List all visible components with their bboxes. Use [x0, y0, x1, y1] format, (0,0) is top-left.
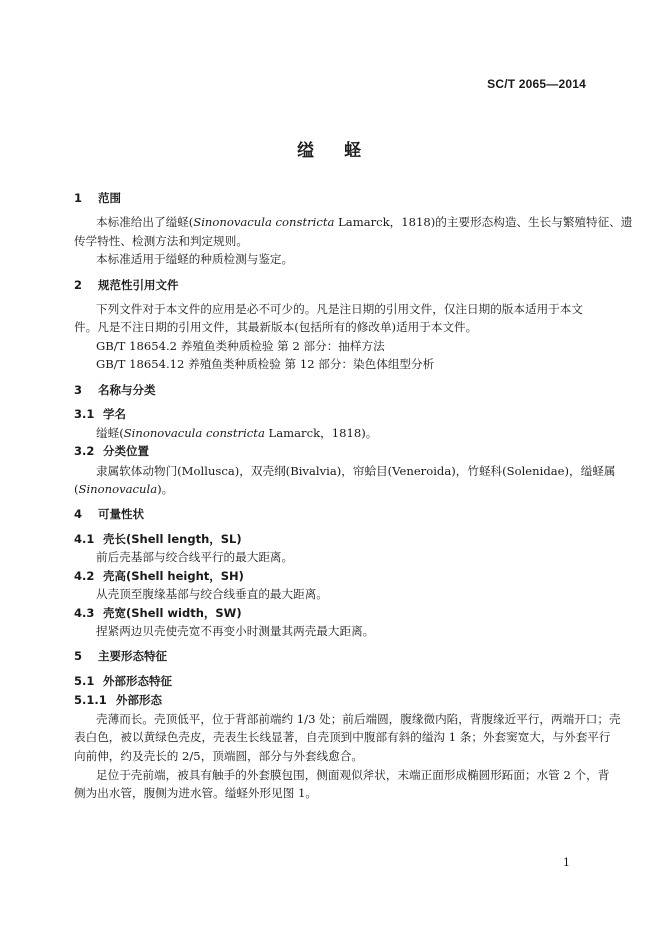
subsection-4-3-heading: 4.3 壳宽(Shell width，SW) [74, 606, 242, 620]
paragraph-line: 壳薄而长。壳顶低平，位于背部前端约 1/3 处；前后端圆，腹缘微内陷，背腹缘近平行，两端开口；壳 [96, 712, 621, 726]
paragraph-line: 本标准适用于缢蛏的种质检测与鉴定。 [96, 252, 294, 266]
subsection-3-1-heading: 3.1 学名 [74, 407, 126, 421]
document-title: 缢蛏 [297, 141, 391, 161]
paragraph-line: 表白色，被以黄绿色壳皮，壳表生长线显著，自壳顶到中腹部有斜的缢沟 1 条；外套窦宽大，与外套平行 [74, 730, 611, 744]
paragraph-line: 前后壳基部与绞合线平行的最大距离。 [96, 550, 294, 564]
subsection-4-1-heading: 4.1 壳长(Shell length，SL) [74, 532, 242, 546]
normative-reference: GB/T 18654.12 养殖鱼类种质检验 第 12 部分：染色体组型分析 [96, 357, 435, 371]
paragraph-line: 向前伸，约及壳长的 2/5，顶端圆，部分与外套线愈合。 [74, 749, 364, 763]
subsection-4-2-heading: 4.2 壳高(Shell height，SH) [74, 569, 244, 583]
section-number: 5 [74, 649, 83, 663]
section-number: 1 [74, 191, 83, 205]
subsection-3-2-heading: 3.2 分类位置 [74, 444, 149, 458]
section-4-heading [74, 506, 144, 522]
section-3-heading [74, 382, 156, 398]
section-2-heading [74, 277, 179, 293]
paragraph-line: 下列文件对于本文件的应用是必不可少的。凡是注日期的引用文件，仅注日期的版本适用于本文 [96, 302, 583, 316]
section-title: 名称与分类 [98, 383, 156, 397]
paragraph-line: 传学特性、检测方法和判定规则。 [74, 234, 248, 248]
section-number: 2 [74, 278, 83, 292]
section-title: 范围 [98, 191, 121, 205]
paragraph-line: 隶属软体动物门(Mollusca)，双壳纲(Bivalvia)，帘蛤目(Veneroida)，竹蛏科(Solenidae)，缢蛏属 [96, 464, 616, 478]
scientific-name: Sinonovacula constricta [193, 215, 335, 229]
section-1-heading [74, 190, 121, 206]
paragraph-line: 缢蛏(Sinonovacula constricta Lamarck，1818)。 [96, 426, 378, 440]
section-5-heading [74, 648, 167, 664]
paragraph-line: 足位于壳前端，被具有触手的外套膜包围，侧面观似斧状，末端正面形成椭圆形跖面；水管 2 个，背 [96, 768, 610, 782]
section-number: 3 [74, 383, 83, 397]
section-number: 4 [74, 507, 83, 521]
section-title: 主要形态特征 [98, 649, 167, 663]
subsection-5-1-1-heading: 5.1.1 外部形态 [74, 693, 162, 707]
paragraph-line: (Sinonovacula)。 [74, 482, 174, 496]
standard-number: SC/T 2065—2014 [487, 77, 586, 91]
normative-reference: GB/T 18654.2 养殖鱼类种质检验 第 2 部分：抽样方法 [96, 339, 385, 353]
paragraph-line: 本标准给出了缢蛏(Sinonovacula constricta Lamarck，1818)的主要形态构造、生长与繁殖特征、遗 [96, 215, 633, 229]
paragraph-line: 件。凡是不注日期的引用文件，其最新版本(包括所有的修改单)适用于本文件。 [74, 320, 478, 334]
paragraph-line: 侧为出水管，腹侧为进水管。缢蛏外形见图 1。 [74, 786, 317, 800]
paragraph-line: 捏紧两边贝壳使壳宽不再变小时测量其两壳最大距离。 [96, 624, 375, 638]
paragraph-line: 从壳顶至腹缘基部与绞合线垂直的最大距离。 [96, 587, 328, 601]
scientific-name: Sinonovacula [78, 482, 158, 496]
page-number: 1 [563, 856, 570, 869]
scientific-name: Sinonovacula constricta [123, 426, 265, 440]
subsection-5-1-heading: 5.1 外部形态特征 [74, 674, 172, 688]
section-title: 可量性状 [98, 507, 144, 521]
section-title: 规范性引用文件 [98, 278, 179, 292]
